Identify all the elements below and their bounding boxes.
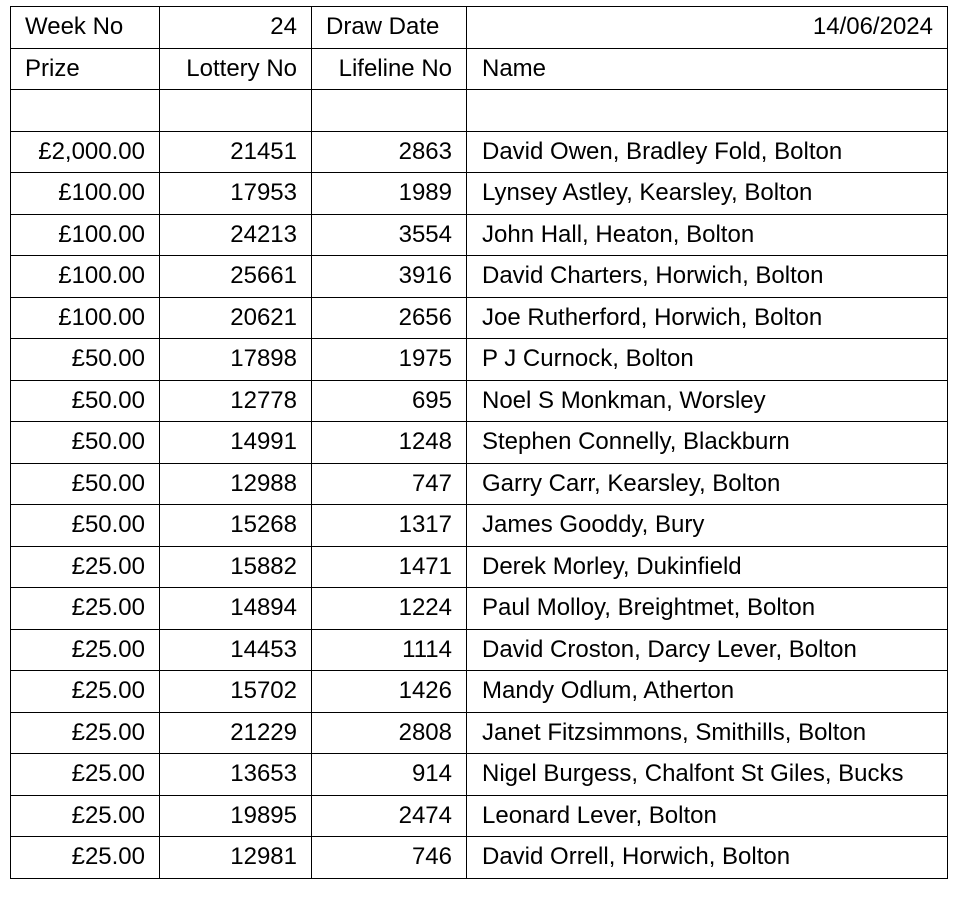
winner-name-cell: John Hall, Heaton, Bolton: [467, 214, 948, 256]
lottery-number-cell: 17898: [160, 339, 312, 381]
lottery-number-cell: 15882: [160, 546, 312, 588]
winner-name-cell: Derek Morley, Dukinfield: [467, 546, 948, 588]
lottery-number-cell: 12988: [160, 463, 312, 505]
prize-cell: £50.00: [11, 505, 160, 547]
lifeline-number-cell: 1248: [312, 422, 467, 464]
table-row: [11, 795, 948, 837]
lifeline-number-cell: 2863: [312, 131, 467, 173]
prize-cell: £100.00: [11, 297, 160, 339]
table-row: [11, 629, 948, 671]
winner-name-cell: Garry Carr, Kearsley, Bolton: [467, 463, 948, 505]
prize-cell: £25.00: [11, 546, 160, 588]
lottery-number-cell: 21451: [160, 131, 312, 173]
lottery-results-table: [10, 6, 948, 879]
table-row: [11, 339, 948, 381]
lottery-number-cell: 19895: [160, 795, 312, 837]
table-row: [11, 422, 948, 464]
table-row: [11, 214, 948, 256]
lottery-number-cell: 15268: [160, 505, 312, 547]
lifeline-number-cell: 2808: [312, 712, 467, 754]
winner-name-cell: Lynsey Astley, Kearsley, Bolton: [467, 173, 948, 215]
winner-name-cell: Janet Fitzsimmons, Smithills, Bolton: [467, 712, 948, 754]
prize-cell: £25.00: [11, 754, 160, 796]
prize-cell: £50.00: [11, 422, 160, 464]
table-row: [11, 297, 948, 339]
lottery-number-cell: 25661: [160, 256, 312, 298]
table-row: [11, 837, 948, 879]
winner-name-cell: Paul Molloy, Breightmet, Bolton: [467, 588, 948, 630]
column-header-row: [11, 48, 948, 90]
lifeline-number-cell: 2474: [312, 795, 467, 837]
lottery-number-cell: 17953: [160, 173, 312, 215]
winner-name-cell: Stephen Connelly, Blackburn: [467, 422, 948, 464]
lottery-number-cell: 20621: [160, 297, 312, 339]
table-row: [11, 380, 948, 422]
prize-cell: £100.00: [11, 256, 160, 298]
table-body: [11, 7, 948, 879]
prize-cell: £100.00: [11, 173, 160, 215]
prize-cell: £50.00: [11, 339, 160, 381]
table-row: [11, 463, 948, 505]
winner-name-cell: David Orrell, Horwich, Bolton: [467, 837, 948, 879]
winner-name-cell: David Owen, Bradley Fold, Bolton: [467, 131, 948, 173]
lifeline-number-cell: 1317: [312, 505, 467, 547]
lifeline-number-cell: 1471: [312, 546, 467, 588]
blank-cell: [312, 90, 467, 132]
table-row: [11, 712, 948, 754]
column-header-prize: Prize: [11, 48, 160, 90]
column-header-name: Name: [467, 48, 948, 90]
lottery-number-cell: 12778: [160, 380, 312, 422]
prize-cell: £2,000.00: [11, 131, 160, 173]
table-row: [11, 546, 948, 588]
lifeline-number-cell: 1426: [312, 671, 467, 713]
lottery-number-cell: 14991: [160, 422, 312, 464]
winner-name-cell: David Croston, Darcy Lever, Bolton: [467, 629, 948, 671]
lifeline-number-cell: 695: [312, 380, 467, 422]
prize-cell: £50.00: [11, 463, 160, 505]
winner-name-cell: Noel S Monkman, Worsley: [467, 380, 948, 422]
lifeline-number-cell: 747: [312, 463, 467, 505]
lottery-number-cell: 15702: [160, 671, 312, 713]
blank-cell: [467, 90, 948, 132]
prize-cell: £25.00: [11, 671, 160, 713]
lottery-number-cell: 14453: [160, 629, 312, 671]
lottery-number-cell: 13653: [160, 754, 312, 796]
prize-cell: £25.00: [11, 712, 160, 754]
winner-name-cell: Joe Rutherford, Horwich, Bolton: [467, 297, 948, 339]
draw-date-label: Draw Date: [312, 7, 467, 49]
table-row: [11, 754, 948, 796]
lifeline-number-cell: 746: [312, 837, 467, 879]
winner-name-cell: James Gooddy, Bury: [467, 505, 948, 547]
lifeline-number-cell: 3916: [312, 256, 467, 298]
week-value: 24: [160, 7, 312, 49]
table-row: [11, 173, 948, 215]
blank-row: [11, 90, 948, 132]
blank-cell: [160, 90, 312, 132]
table-row: [11, 131, 948, 173]
lottery-number-cell: 12981: [160, 837, 312, 879]
winner-name-cell: David Charters, Horwich, Bolton: [467, 256, 948, 298]
blank-cell: [11, 90, 160, 132]
prize-cell: £25.00: [11, 837, 160, 879]
lifeline-number-cell: 914: [312, 754, 467, 796]
table-row: [11, 505, 948, 547]
prize-cell: £25.00: [11, 795, 160, 837]
lifeline-number-cell: 1975: [312, 339, 467, 381]
table-row: [11, 671, 948, 713]
lifeline-number-cell: 2656: [312, 297, 467, 339]
winner-name-cell: Mandy Odlum, Atherton: [467, 671, 948, 713]
table-row: [11, 588, 948, 630]
lottery-number-cell: 14894: [160, 588, 312, 630]
winner-name-cell: Nigel Burgess, Chalfont St Giles, Bucks: [467, 754, 948, 796]
column-header-lottery: Lottery No: [160, 48, 312, 90]
lottery-number-cell: 24213: [160, 214, 312, 256]
prize-cell: £25.00: [11, 629, 160, 671]
week-label: Week No: [11, 7, 160, 49]
winner-name-cell: P J Curnock, Bolton: [467, 339, 948, 381]
lifeline-number-cell: 1114: [312, 629, 467, 671]
column-header-lifeline: Lifeline No: [312, 48, 467, 90]
lifeline-number-cell: 1224: [312, 588, 467, 630]
table-row: [11, 256, 948, 298]
prize-cell: £25.00: [11, 588, 160, 630]
prize-cell: £50.00: [11, 380, 160, 422]
lifeline-number-cell: 1989: [312, 173, 467, 215]
header-row: [11, 7, 948, 49]
prize-cell: £100.00: [11, 214, 160, 256]
lottery-number-cell: 21229: [160, 712, 312, 754]
draw-date-value: 14/06/2024: [467, 7, 948, 49]
lifeline-number-cell: 3554: [312, 214, 467, 256]
winner-name-cell: Leonard Lever, Bolton: [467, 795, 948, 837]
